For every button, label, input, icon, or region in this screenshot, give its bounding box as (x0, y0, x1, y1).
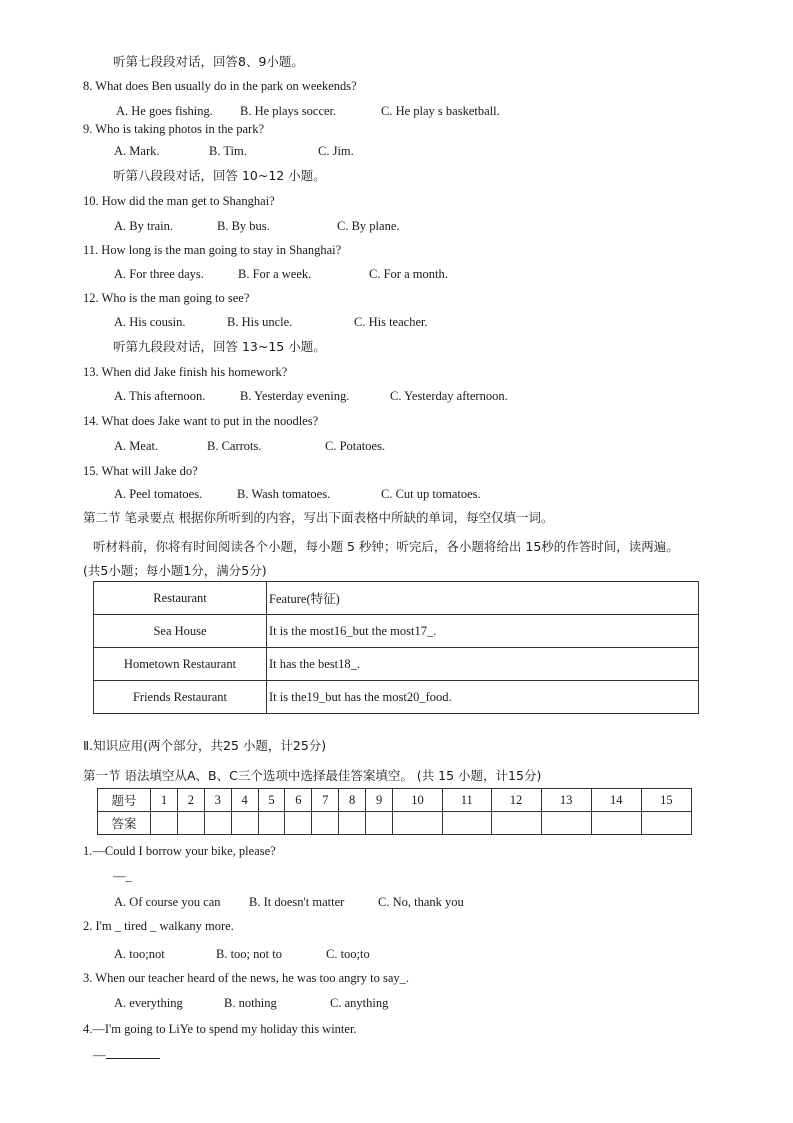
grammar-q1-option-c: C. No, thank you (378, 895, 464, 909)
grammar-q4-reply (93, 1046, 160, 1063)
answer-grid-number: 13 (541, 789, 591, 812)
q15-option-c: C. Cut up tomatoes. (381, 487, 481, 501)
question-10: 10. How did the man get to Shanghai? (83, 194, 275, 208)
grammar-q3-option-c: C. anything (330, 996, 389, 1010)
question-8: 8. What does Ben usually do in the park on weekends? (83, 79, 357, 93)
grammar-question-2: 2. I'm _ tired _ walkany more. (83, 919, 234, 933)
grammar-q4-dash: — (93, 1048, 106, 1062)
q9-option-c: C. Jim. (318, 144, 354, 158)
answer-grid-label-answer: 答案 (98, 812, 151, 835)
answer-blank[interactable] (106, 1046, 160, 1059)
question-14: 14. What does Jake want to put in the noodles? (83, 414, 319, 428)
answer-grid-number: 3 (204, 789, 231, 812)
answer-grid-number: 8 (339, 789, 366, 812)
grammar-q3-option-a: A. everything (114, 996, 183, 1010)
section-intro-7: 听第七段段对话，回答8、9小题。 (113, 54, 304, 69)
q14-option-b: B. Carrots. (207, 439, 262, 453)
part2-instructions: 听材料前，你将有时间阅读各个小题，每小题 5 秒钟；听完后，各小题将给出 15秒的作答时间，读两遍。 (93, 539, 679, 554)
answer-grid-number-row (98, 789, 692, 812)
q11-option-b: B. For a week. (238, 267, 312, 281)
answer-grid-answer-row (98, 812, 692, 835)
q9-option-a: A. Mark. (114, 144, 160, 158)
grammar-q3-option-b: B. nothing (224, 996, 277, 1010)
answer-grid (97, 788, 692, 835)
q14-option-a: A. Meat. (114, 439, 159, 453)
q15-option-b: B. Wash tomatoes. (237, 487, 331, 501)
question-13: 13. When did Jake finish his homework? (83, 365, 288, 379)
answer-cell[interactable] (339, 812, 366, 835)
answer-cell[interactable] (177, 812, 204, 835)
answer-cell[interactable] (491, 812, 541, 835)
grammar-q2-option-c: C. too;to (326, 947, 370, 961)
q8-option-b: B. He plays soccer. (240, 104, 337, 118)
answer-cell[interactable] (204, 812, 231, 835)
table-cell-restaurant: Friends Restaurant (94, 681, 267, 714)
answer-cell[interactable] (285, 812, 312, 835)
answer-grid-number: 14 (591, 789, 641, 812)
q8-option-a: A. He goes fishing. (116, 104, 213, 118)
part2-heading: 第二节 笔录要点 根据你所听到的内容，写出下面表格中所缺的单词，每空仅填一词。 (83, 510, 554, 525)
q10-option-c: C. By plane. (337, 219, 400, 233)
part2-scoring: (共5小题；每小题1分，满分5分) (83, 563, 267, 578)
question-12: 12. Who is the man going to see? (83, 291, 250, 305)
answer-cell[interactable] (443, 812, 491, 835)
answer-grid-number: 7 (312, 789, 339, 812)
q13-option-c: C. Yesterday afternoon. (390, 389, 508, 403)
q10-option-a: A. By train. (114, 219, 174, 233)
answer-cell[interactable] (641, 812, 691, 835)
q10-option-b: B. By bus. (217, 219, 270, 233)
q8-option-c: C. He play s basketball. (381, 104, 500, 118)
answer-grid-number: 4 (231, 789, 258, 812)
table-row (94, 648, 699, 681)
grammar-q1-option-b: B. It doesn't matter (249, 895, 345, 909)
q13-option-a: A. This afternoon. (114, 389, 206, 403)
q9-option-b: B. Tim. (209, 144, 247, 158)
answer-grid-number: 6 (285, 789, 312, 812)
q14-option-c: C. Potatoes. (325, 439, 386, 453)
q11-option-a: A. For three days. (114, 267, 204, 281)
table-cell-feature: It is the19_but has the most20_food. (267, 681, 699, 714)
table-cell-feature: It has the best18_. (267, 648, 699, 681)
grammar-q1-reply: —_ (113, 869, 132, 883)
q12-option-a: A. His cousin. (114, 315, 186, 329)
answer-cell[interactable] (541, 812, 591, 835)
answer-grid-label-number: 题号 (98, 789, 151, 812)
part3-heading: Ⅱ.知识应用(两个部分，共25 小题，计25分) (83, 738, 327, 753)
answer-grid-number: 11 (443, 789, 491, 812)
table-cell-feature: It is the most16_but the most17_. (267, 615, 699, 648)
q15-option-a: A. Peel tomatoes. (114, 487, 203, 501)
answer-grid-number: 9 (366, 789, 393, 812)
grammar-question-3: 3. When our teacher heard of the news, he was too angry to say_. (83, 971, 410, 985)
question-9: 9. Who is taking photos in the park? (83, 122, 264, 136)
answer-cell[interactable] (151, 812, 178, 835)
part3-subheading: 第一节 语法填空从A、B、C三个选项中选择最佳答案填空。 (共 15 小题，计15分) (83, 768, 542, 783)
answer-grid-number: 15 (641, 789, 691, 812)
grammar-q2-option-a: A. too;not (114, 947, 165, 961)
restaurant-table (93, 581, 699, 714)
q12-option-c: C. His teacher. (354, 315, 428, 329)
answer-cell[interactable] (591, 812, 641, 835)
grammar-question-1: 1.—Could I borrow your bike, please? (83, 844, 276, 858)
table-row (94, 615, 699, 648)
table-header-restaurant: Restaurant (94, 582, 267, 615)
answer-grid-number: 5 (258, 789, 285, 812)
answer-cell[interactable] (231, 812, 258, 835)
section-intro-8: 听第八段段对话，回答 10~12 小题。 (113, 168, 326, 183)
answer-cell[interactable] (312, 812, 339, 835)
answer-grid-number: 2 (177, 789, 204, 812)
table-row (94, 681, 699, 714)
answer-cell[interactable] (366, 812, 393, 835)
answer-cell[interactable] (258, 812, 285, 835)
table-header-row (94, 582, 699, 615)
section-intro-9: 听第九段段对话，回答 13~15 小题。 (113, 339, 326, 354)
table-header-feature: Feature(特征) (267, 582, 699, 615)
answer-grid-number: 1 (151, 789, 178, 812)
q12-option-b: B. His uncle. (227, 315, 293, 329)
answer-grid-number: 12 (491, 789, 541, 812)
grammar-q1-option-a: A. Of course you can (114, 895, 221, 909)
grammar-question-4: 4.—I'm going to LiYe to spend my holiday this winter. (83, 1022, 357, 1036)
question-15: 15. What will Jake do? (83, 464, 198, 478)
table-cell-restaurant: Sea House (94, 615, 267, 648)
question-11: 11. How long is the man going to stay in Shanghai? (83, 243, 342, 257)
grammar-q2-option-b: B. too; not to (216, 947, 282, 961)
answer-cell[interactable] (393, 812, 443, 835)
table-cell-restaurant: Hometown Restaurant (94, 648, 267, 681)
answer-grid-number: 10 (393, 789, 443, 812)
q13-option-b: B. Yesterday evening. (240, 389, 350, 403)
q11-option-c: C. For a month. (369, 267, 448, 281)
